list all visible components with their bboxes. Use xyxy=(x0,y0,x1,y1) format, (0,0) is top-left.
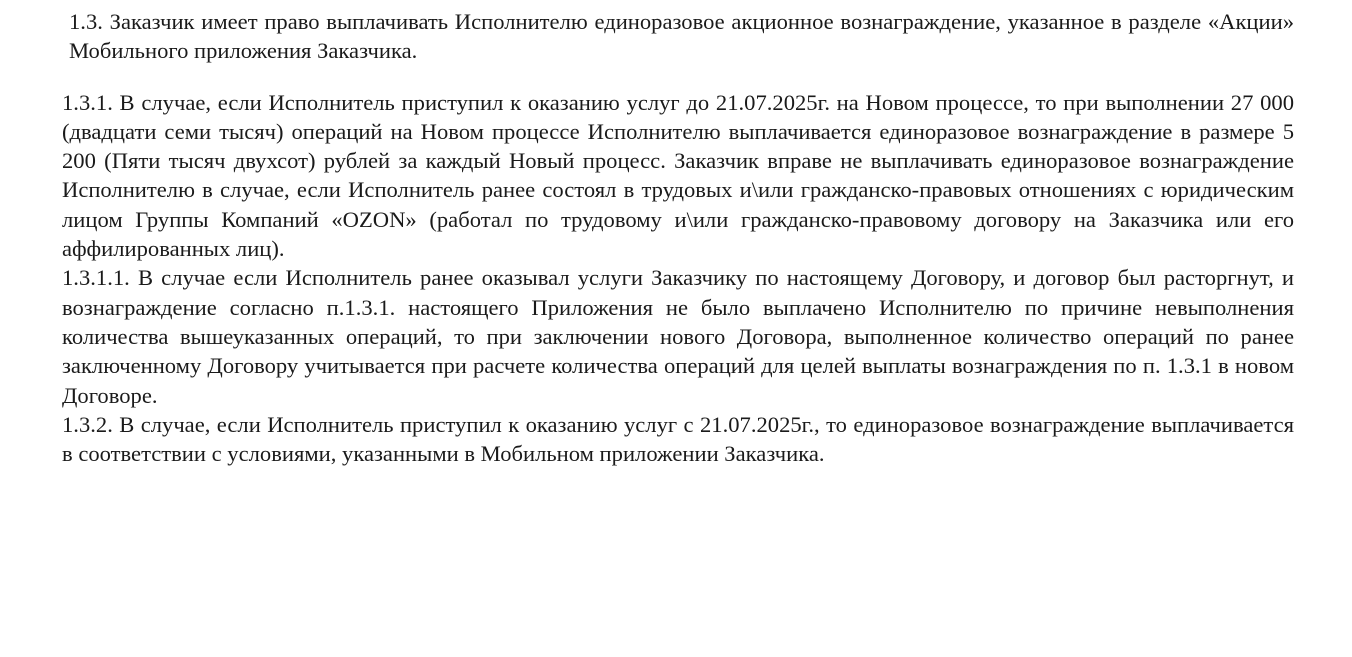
document-page xyxy=(62,0,1294,468)
clause-1-3: 1.3. Заказчик имеет право выплачивать Исполнителю единоразовое акционное вознаграждение, указанное в разделе «Акции» Мобильного приложения Заказчика. xyxy=(69,9,1294,64)
clause-1-3-1-1: 1.3.1.1. В случае если Исполнитель ранее оказывал услуги Заказчику по настоящему Договору, и договор был расторгнут, и вознаграждение согласно п.1.3.1. настоящего Приложения не было выплачено Исполнителю по причине невыполнения количества вышеуказанных операций, то при заключении нового Договора, выполненное количество операций по ранее заключенному Договору учитывается при расчете количества операций для целей выплаты вознаграждения по п. 1.3.1 в новом Договоре. xyxy=(62,265,1294,408)
clause-1-3-2: 1.3.2. В случае, если Исполнитель приступил к оказанию услуг с 21.07.2025г., то единоразовое вознаграждение выплачивается в соответствии с условиями, указанными в Мобильном приложении Заказчика. xyxy=(62,411,1294,467)
clause-1-3-1: 1.3.1. В случае, если Исполнитель приступил к оказанию услуг до 21.07.2025г. на Новом процессе, то при выполнении 27 000 (двадцати семи тысяч) операций на Новом процессе Исполнителю выплачивается единоразовое вознаграждение в размере 5 200 (Пяти тысяч двухсот) рублей за каждый Новый процесс. Заказчик вправе не выплачивать единоразовое вознаграждение Исполнителю в случае, если Исполнитель ранее состоял в трудовых и\или гражданско-правовых отношениях с юридическим лицом Группы Компаний «OZON» (работал по трудовому и\или гражданско-правовому договору на Заказчика или его аффилированных лиц). xyxy=(62,89,1294,262)
